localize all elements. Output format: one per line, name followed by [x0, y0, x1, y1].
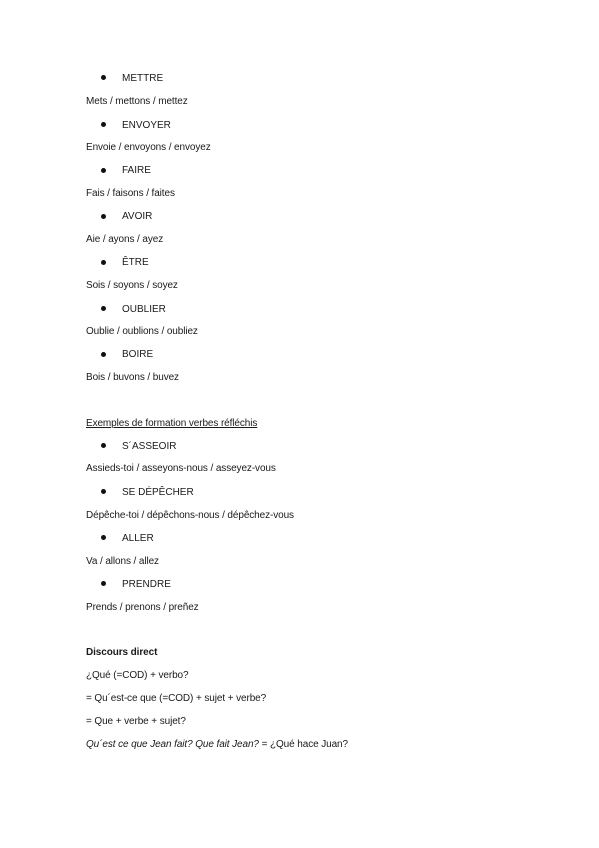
verb-forms: Sois / soyons / soyez — [86, 280, 178, 291]
verb-name: OUBLIER — [122, 304, 166, 315]
verb-name: S´ASSEOIR — [122, 441, 177, 452]
verb-name: ÊTRE — [122, 257, 149, 268]
text-line: = Qu´est-ce que (=COD) + sujet + verbe? — [86, 693, 267, 704]
section-heading: Discours direct — [86, 647, 158, 658]
bullet-icon — [101, 75, 106, 80]
verb-name: SE DÉPÊCHER — [122, 487, 194, 498]
example-translation: = ¿Qué hace Juan? — [258, 739, 348, 750]
verb-name: FAIRE — [122, 165, 151, 176]
text-line: ¿Qué (=COD) + verbo? — [86, 670, 189, 681]
verb-forms: Mets / mettons / mettez — [86, 96, 188, 107]
bullet-icon — [101, 581, 106, 586]
verb-name: AVOIR — [122, 211, 153, 222]
verb-forms: Aie / ayons / ayez — [86, 234, 164, 245]
verb-forms: Va / allons / allez — [86, 556, 159, 567]
verb-forms: Fais / faisons / faites — [86, 188, 175, 199]
verb-forms: Envoie / envoyons / envoyez — [86, 142, 211, 153]
bullet-icon — [101, 489, 106, 494]
text-line: = Que + verbe + sujet? — [86, 716, 186, 727]
verb-forms: Bois / buvons / buvez — [86, 372, 179, 383]
bullet-icon — [101, 535, 106, 540]
example-italic: Qu´est ce que Jean fait? Que fait Jean? — [86, 739, 259, 750]
example-line — [86, 739, 348, 751]
bullet-icon — [101, 214, 106, 219]
bullet-icon — [101, 443, 106, 448]
verb-forms: Dépêche-toi / dépêchons-nous / dépêchez-vous — [86, 510, 294, 521]
verb-name: METTRE — [122, 73, 164, 84]
verb-name: PRENDRE — [122, 579, 171, 590]
bullet-icon — [101, 260, 106, 265]
bullet-icon — [101, 352, 106, 357]
bullet-icon — [101, 168, 106, 173]
bullet-icon — [101, 306, 106, 311]
verb-forms: Prends / prenons / preñez — [86, 602, 199, 613]
verb-forms: Oublie / oublions / oubliez — [86, 326, 198, 337]
verb-name: ALLER — [122, 533, 154, 544]
bullet-icon — [101, 122, 106, 127]
verb-name: ENVOYER — [122, 120, 171, 131]
verb-name: BOIRE — [122, 349, 154, 360]
verb-forms: Assieds-toi / asseyons-nous / asseyez-vous — [86, 463, 276, 474]
section-heading: Exemples de formation verbes réfléchis — [86, 418, 258, 429]
